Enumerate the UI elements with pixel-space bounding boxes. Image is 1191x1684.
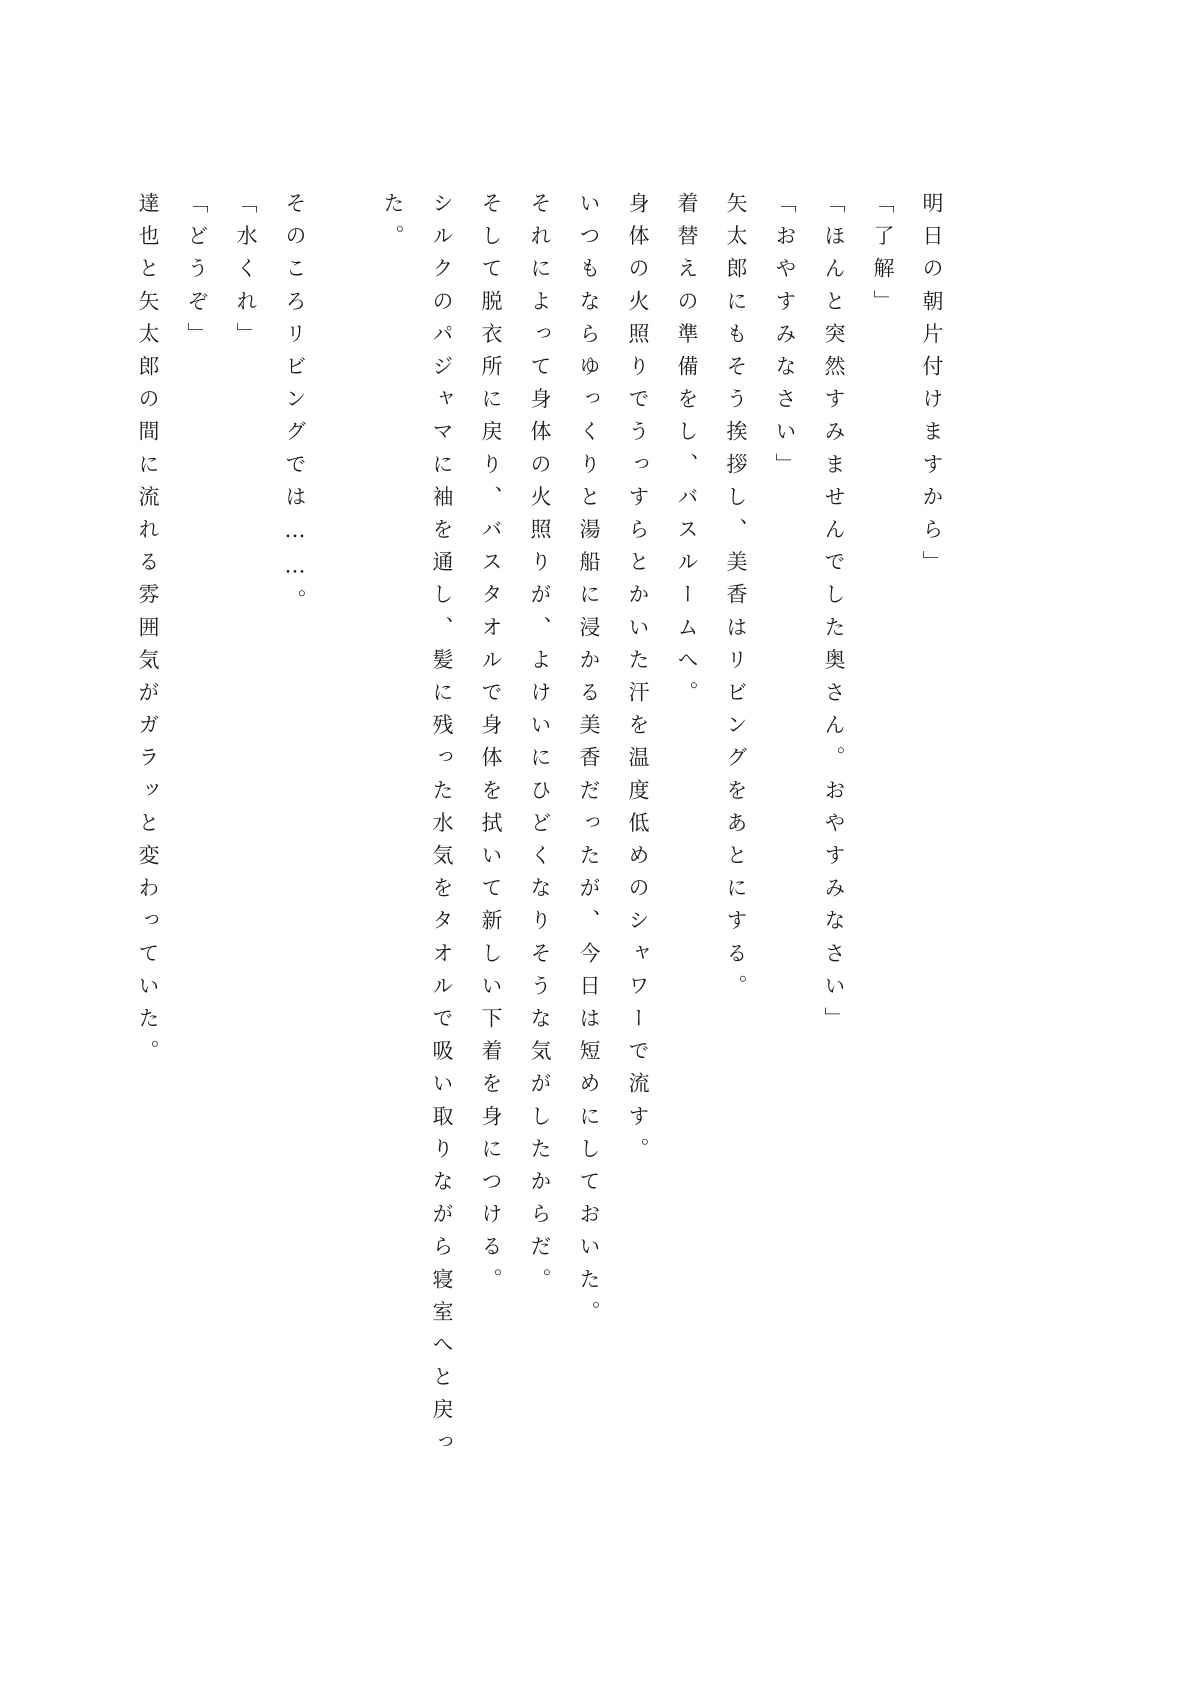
text-line: そして脱衣所に戻り、バスタオルで身体を拭いて新しい下着を身につける。 <box>479 192 503 1301</box>
text-line: 「ほんと突然すみませんでした奥さん。おやすみなさい」 <box>822 192 846 1040</box>
text-line: 明日の朝片付けますから」 <box>920 192 944 584</box>
text-line: 「おやすみなさい」 <box>773 192 797 486</box>
text-line: 達也と矢太郎の間に流れる雰囲気がガラッと変わっていた。 <box>136 192 160 1073</box>
text-line: 「了解」 <box>871 192 895 323</box>
text-line: いつもならゆっくりと湯船に浸かる美香だったが、今日は短めにしておいた。 <box>577 192 601 1333</box>
text-line: 「どうぞ」 <box>185 192 209 355</box>
text-line: 身体の火照りでうっすらとかいた汗を温度低めのシャワーで流す。 <box>626 192 650 1170</box>
text-line: 着替えの準備をし、バスルームへ。 <box>675 192 699 714</box>
text-line: シルクのパジャマに袖を通し、髪に残った水気をタオルで吸い取りながら寝室へと戻った。 <box>381 192 454 1464</box>
blank-line <box>319 192 368 1512</box>
text-line: 「水くれ」 <box>234 192 258 355</box>
text-line: そのころリビングでは……。 <box>283 192 307 622</box>
text-line: それによって身体の火照りが、よけいにひどくなりそうな気がしたからだ。 <box>528 192 552 1301</box>
text-line: 矢太郎にもそう挨拶し、美香はリビングをあとにする。 <box>724 192 748 1007</box>
vertical-text-body <box>123 192 956 1512</box>
